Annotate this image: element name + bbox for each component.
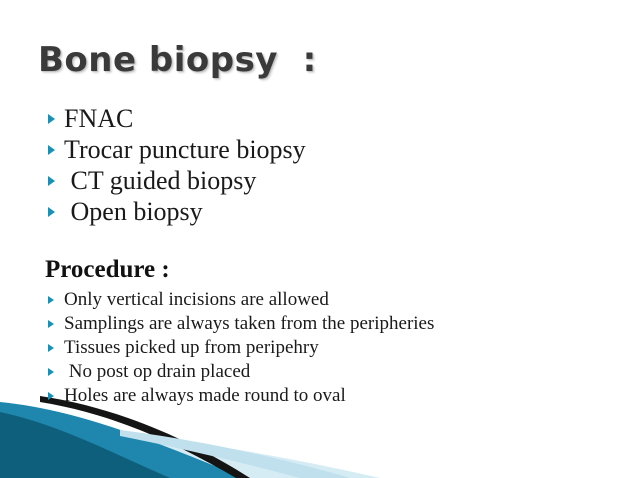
bullet-arrow-icon	[48, 320, 54, 328]
bullet-arrow-icon	[48, 207, 55, 217]
list-item	[0, 360, 600, 384]
bullet-arrow-icon	[48, 176, 55, 186]
list-item	[0, 288, 600, 312]
bullet-arrow-icon	[48, 296, 54, 304]
list-item	[0, 196, 600, 227]
list-item-text: FNAC	[64, 104, 134, 133]
list-item-text: No post op drain placed	[64, 361, 251, 382]
procedure-list	[0, 288, 600, 408]
list-item-text: Holes are always made round to oval	[64, 385, 346, 406]
list-item-text: CT guided biopsy	[64, 166, 257, 195]
list-item-text: Tissues picked up from peripehry	[64, 337, 319, 358]
bullet-arrow-icon	[48, 392, 54, 400]
list-item	[0, 103, 600, 134]
list-item-text: Trocar puncture biopsy	[64, 135, 306, 164]
procedure-heading: Procedure :	[45, 256, 170, 283]
biopsy-type-list	[0, 103, 600, 227]
list-item	[0, 336, 600, 360]
list-item-text: Open biopsy	[64, 197, 203, 226]
list-item	[0, 384, 600, 408]
bullet-arrow-icon	[48, 114, 55, 124]
bullet-arrow-icon	[48, 368, 54, 376]
slide-title: Bone biopsy :	[38, 40, 317, 80]
list-item	[0, 312, 600, 336]
bullet-arrow-icon	[48, 344, 54, 352]
list-item-text: Only vertical incisions are allowed	[64, 289, 329, 310]
list-item	[0, 165, 600, 196]
list-item	[0, 134, 600, 165]
list-item-text: Samplings are always taken from the peripheries	[64, 313, 435, 334]
bullet-arrow-icon	[48, 145, 55, 155]
